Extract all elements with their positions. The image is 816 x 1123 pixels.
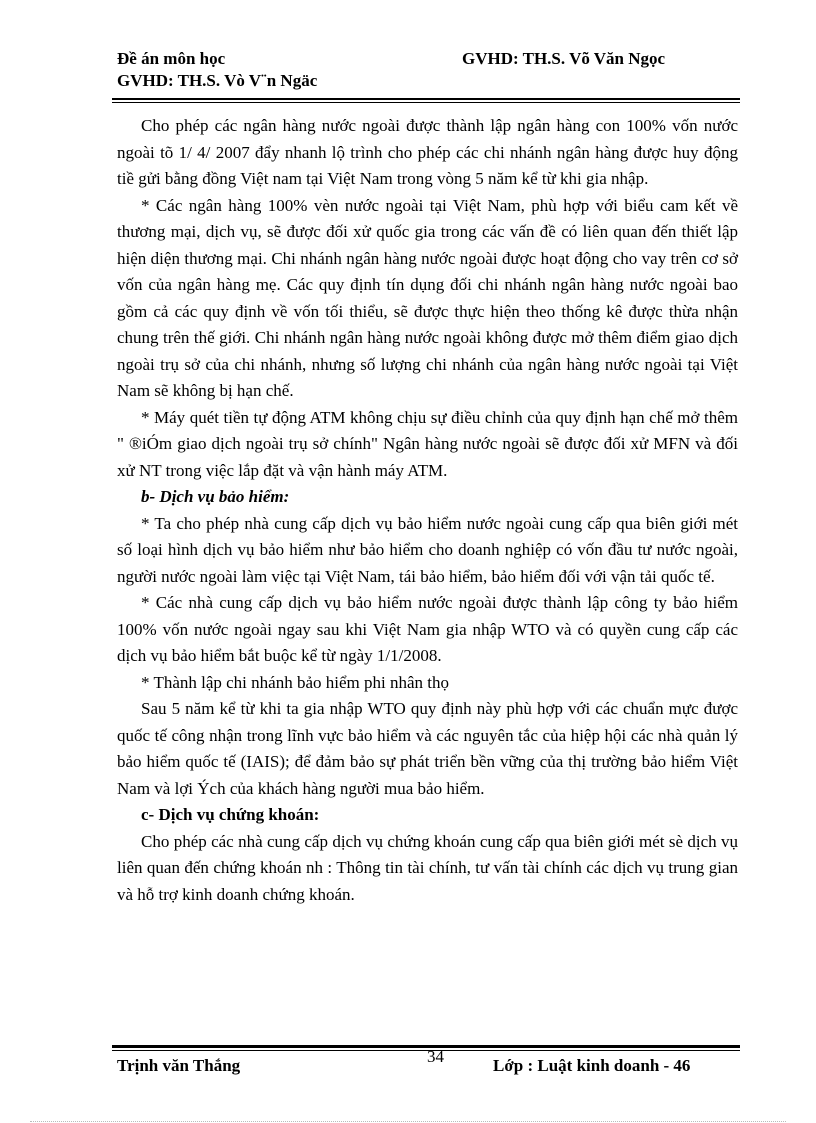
- paragraph: Cho phép các ngân hàng nước ngoài được thành lập ngân hàng con 100% vốn nước ngoài tõ 1/ 4/ 2007 đẩy nhanh lộ trình cho phép các chi nhánh ngân hàng được huy động tiề gửi bằng đồng Việt nam tại Việt Nam trong vòng 5 năm kể từ khi gia nhập.: [117, 116, 738, 188]
- header-advisor-garbled: GVHD: TH.S. Vò V¨n Ngäc: [117, 71, 318, 90]
- section-heading-insurance: b- Dịch vụ bảo hiểm:: [141, 487, 290, 506]
- footer-rule: [112, 1045, 740, 1048]
- paragraph: * Máy quét tiền tự động ATM không chịu sự điều chỉnh của quy định hạn chế mở thêm " ®iÓm giao dịch ngoài trụ sở chính" Ngân hàng nước ngoài sẽ được đối xử MFN và đối xử NT trong việc lắp đặt và vận hành máy ATM.: [117, 407, 738, 480]
- footer-author: Trịnh văn Thắng: [117, 1056, 241, 1075]
- header-advisor: GVHD: TH.S. Võ Văn Ngọc: [462, 49, 666, 68]
- paragraph: * Thành lập chi nhánh bảo hiểm phi nhân thọ: [141, 672, 449, 692]
- header-rule-thin: [112, 102, 740, 103]
- page-number: 34: [427, 1047, 444, 1066]
- paragraph: Sau 5 năm kể từ khi ta gia nhập WTO quy định này phù hợp với các chuẩn mực được quốc tế công nhận trong lĩnh vực bảo hiểm và các nguyên tắc của hiệp hội các nhà quản lý bảo hiểm quốc tế (IAIS); để đảm bảo sự phát triển bền vững của thị trường bảo hiểm Việt Nam và lợi Ých của khách hàng người mua bảo hiểm.: [117, 699, 738, 798]
- paragraph: * Ta cho phép nhà cung cấp dịch vụ bảo hiểm nước ngoài cung cấp qua biên giới mét số loại hình dịch vụ bảo hiểm như bảo hiểm cho doanh nghiệp có vốn đầu tư nước ngoài, người nước ngoài làm việc tại Việt Nam, tái bảo hiểm, bảo hiểm đối với vận tải quốc tế.: [117, 513, 738, 586]
- paragraph: Cho phép các nhà cung cấp dịch vụ chứng khoán cung cấp qua biên giới mét sè dịch vụ liên quan đến chứng khoán nh : Thông tin tài chính, tư vấn tài chính các dịch vụ trung gian và hỗ trợ kinh doanh chứng khoán.: [117, 831, 738, 904]
- body-text: [117, 113, 738, 908]
- page-edge: [30, 1121, 786, 1122]
- header-course: Đề án môn học: [117, 49, 226, 68]
- paragraph: * Các nhà cung cấp dịch vụ bảo hiểm nước ngoài được thành lập công ty bảo hiểm 100% vốn nước ngoài ngay sau khi Việt Nam gia nhập WTO và có quyền cung cấp các dịch vụ bảo hiểm bắt buộc kể từ ngày 1/1/2008.: [117, 593, 738, 665]
- header-left: [117, 48, 317, 92]
- footer-rule-thin: [112, 1050, 740, 1051]
- paragraph: * Các ngân hàng 100% vèn nước ngoài tại Việt Nam, phù hợp với biểu cam kết về thương mại, dịch vụ, sẽ được đối xử quốc gia trong các vấn đề có liên quan đến thiết lập hiện diện thương mại. Chi nhánh ngân hàng nước ngoài được hoạt động cho vay trên cơ sở vốn của ngân hàng mẹ. Các quy định tín dụng đối chi nhánh ngân hàng nước ngoài bao gồm cả các quy định về vốn tối thiểu, sẽ được thực hiện theo thống kê được thừa nhận chung trên thế giới. Chi nhánh ngân hàng nước ngoài không được mở thêm điểm giao dịch ngoài trụ sở của chi nhánh, nhưng số lượng chi nhánh của ngân hàng nước ngoài tại Việt Nam sẽ không bị hạn chế.: [117, 195, 738, 400]
- section-heading-securities: c- Dịch vụ chứng khoán:: [141, 805, 320, 824]
- footer-class: Lớp : Luật kinh doanh - 46: [493, 1056, 691, 1075]
- header-rule: [112, 98, 740, 100]
